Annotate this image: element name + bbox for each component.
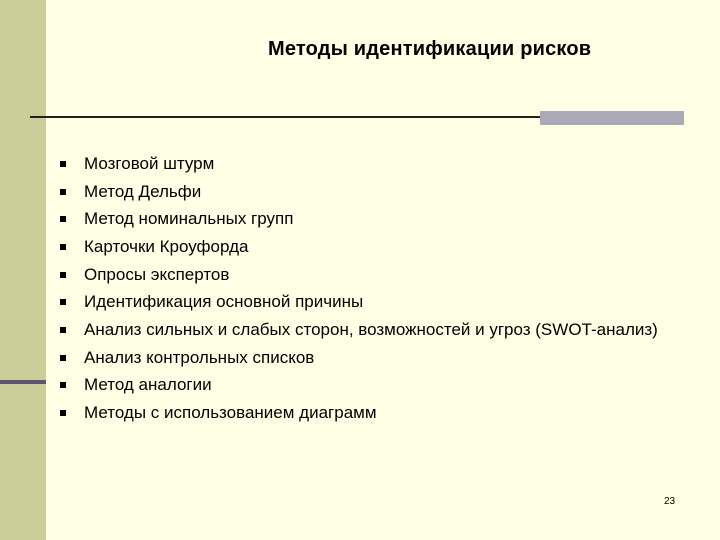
list-item (60, 205, 658, 233)
bullet-text: Карточки Кроуфорда (84, 236, 249, 256)
list-item (60, 150, 658, 178)
title-underline-rule (30, 116, 540, 118)
square-bullet-icon (60, 161, 66, 167)
square-bullet-icon (60, 299, 66, 305)
square-bullet-icon (60, 382, 66, 388)
bullet-text: Метод аналогии (84, 375, 212, 395)
slide-title: Методы идентификации рисков (268, 38, 592, 60)
list-item (60, 261, 658, 289)
bullet-text: Опросы экспертов (84, 264, 230, 284)
bullet-text: Методы с использованием диаграмм (84, 403, 377, 423)
list-item (60, 288, 658, 316)
list-item (60, 316, 658, 344)
left-band-divider (0, 380, 46, 384)
bullet-text: Анализ сильных и слабых сторон, возможностей и угроз (SWOT-анализ) (84, 319, 658, 339)
square-bullet-icon (60, 244, 66, 250)
list-item (60, 233, 658, 261)
page-number: 23 (664, 496, 676, 507)
bullet-text: Метод номинальных групп (84, 209, 294, 229)
square-bullet-icon (60, 216, 66, 222)
list-item (60, 372, 658, 400)
list-item (60, 344, 658, 372)
bullet-list (60, 150, 658, 427)
bullet-text: Метод Дельфи (84, 181, 202, 201)
title-rule-accent (540, 111, 684, 125)
square-bullet-icon (60, 327, 66, 333)
bullet-text: Мозговой штурм (84, 153, 215, 173)
list-item (60, 178, 658, 206)
list-item (60, 399, 658, 427)
square-bullet-icon (60, 410, 66, 416)
bullet-text: Идентификация основной причины (84, 292, 364, 312)
square-bullet-icon (60, 272, 66, 278)
bullet-text: Анализ контрольных списков (84, 347, 315, 367)
left-decorative-band (0, 0, 46, 540)
square-bullet-icon (60, 189, 66, 195)
square-bullet-icon (60, 355, 66, 361)
